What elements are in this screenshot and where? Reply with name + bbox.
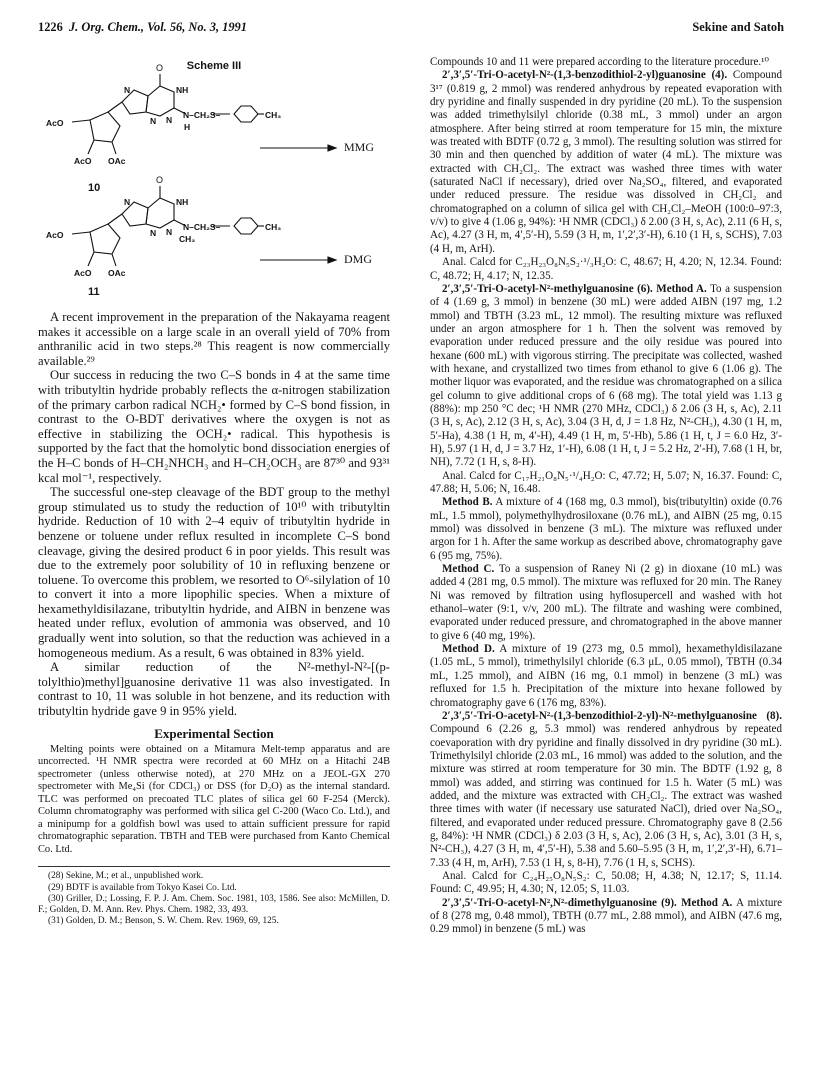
compound-6-text: To a suspension of 4 (1.69 g, 3 mmol) in benzene (30 mL) were added AIBN (197 mg, 1.2 mmol) and TBTH (3.23 mL, 12 mmol). The resulting mixture was refluxed under an argon atmosphere for 1 h. Then the solvent was removed by evaporation under reduced pressure and the oily residue was poured into hexane (600 mL) with vigorous stirring. The precipitate was collected, washed with hexane, and crystallized two times from ethanol to give 6 (1.06 g). The mother liquor was evaporated, and the residue was chromatographed on a silica gel column to give additional crops of 6 (68 mg). The total yield was 1.13 g (88%): mp 250 °C dec; ¹H NMR (270 MHz, CDCl₃) δ 2.06 (3 H, s, Ac), 2.11 (3 H, s, Ac), 2.12 (3 H, s, Ac), 3.04 (3 H, d, J = 1.8 Hz, N²-CH₃), 4.30 (1 H, m, 5′-Ha), 4.38 (1 H, m, 4′-H), 4.49 (1 H, m, 5′-Hb), 5.86 (1 H, t, J = 6.0 Hz, 3′-H), 5.97 (1 H, d, J = 3.7 Hz, 1′-H), 6.08 (1 H, t, J = 5.2 Hz, 2′-H), 7.68 (1 H, br, NH), 7.72 (1 H, s, 8-H).: [430, 282, 782, 469]
left-column: [38, 60, 390, 927]
c11-n2: N: [150, 228, 157, 238]
compound-8-heading: 2′,3′,5′-Tri-O-acetyl-N²-(1,3-benzodithiol-2-yl)-N²-methylguanosine (8).: [442, 709, 782, 722]
page-number: 1226: [38, 20, 63, 34]
experimental-section-title: Experimental Section: [154, 725, 274, 741]
c10-oac: OAc: [108, 156, 126, 166]
c11-n1: N: [124, 197, 131, 207]
c11-nh: NH: [176, 197, 189, 207]
c10-ch3: CH₃: [265, 110, 282, 120]
c11-n-methyl: CH₃: [179, 234, 196, 244]
method-c-procedure: [430, 563, 782, 643]
c11-aco-top: AcO: [46, 230, 64, 240]
scheme-title: Scheme III: [186, 60, 242, 72]
c11-n3: N: [166, 227, 173, 237]
footnote-references: [38, 866, 390, 926]
c10-aco-bottom: AcO: [74, 156, 92, 166]
right-column: [430, 56, 782, 937]
method-c-text: To a suspension of Raney Ni (2 g) in dioxane (10 mL) was added 4 (281 mg, 0.5 mmol). The mixture was refluxed for 20 min. The Raney Ni was removed by filtration using hyflosupercell and washed with hot ethanol–water (9:1, v/v, 200 mL). The filtrate and washing were combined, evaporated under reduced pressure, and chromatographed in the above manner to give 6 (40 mg, 19%).: [430, 563, 782, 642]
compound-4-procedure: [430, 69, 782, 256]
c10-aco-top: AcO: [46, 118, 64, 128]
reference-30: (30) Griller, D.; Lossing, F. P. J. Am. Chem. Soc. 1981, 103, 1586. See also: McMillen, D. F.; Golden, D. M. Ann. Rev. Phys. Chem. 1982, 33, 493.: [38, 893, 390, 915]
c11-number: 11: [88, 286, 100, 298]
c10-o: O: [156, 63, 164, 73]
method-b-text: A mixture of 4 (168 mg, 0.3 mmol), bis(tributyltin) oxide (0.76 mL, 1.5 mmol), polymethylhydrosiloxane (0.76 mL), and AIBN (25 mg, 0.15 mmol) was dissolved in benzene (3 mL). The mixture was refluxed under argon for 1 h. After the same workup as described above, chromatography gave 6 (95 mg, 75%).: [430, 496, 782, 562]
compound-6-procedure: [430, 283, 782, 470]
compound-4-analysis: Anal. Calcd for C₂₃H₂₃O₈N₅S₂·¹/₃H₂O: C, 48.67; H, 4.20; N, 12.34. Found: C, 48.72; H, 4.17; N, 12.35.: [430, 256, 782, 282]
left-para-4: A similar reduction of the N²-methyl-N²-[(p-tolylthio)methyl]guanosine derivative 11 was also investigated. In contrast to 10, 11 was soluble in hot benzene, and its reduction with tributyltin hydride gave 9 in 95% yield.: [38, 660, 390, 719]
compound-4-heading: 2′,3′,5′-Tri-O-acetyl-N²-(1,3-benzodithiol-2-yl)guanosine (4).: [442, 69, 728, 82]
compound-6-analysis: Anal. Calcd for C₁₇H₂₁O₈N₅·¹/₄H₂O: C, 47.72; H, 5.07; N, 16.37. Found: C, 47.88; H, 5.06; N, 16.48.: [430, 469, 782, 495]
method-b-procedure: [430, 496, 782, 563]
page-header: [38, 20, 784, 38]
reference-31: (31) Golden, D. M.; Benson, S. W. Chem. Rev. 1969, 69, 125.: [48, 915, 279, 926]
compound-6-heading: 2′,3′,5′-Tri-O-acetyl-N²-methylguanosine (6). Method A.: [442, 282, 707, 295]
c10-product-mmg: MMG: [344, 140, 375, 154]
compound-9-text: A mixture of 8 (278 mg, 0.48 mmol), TBTH (0.77 mL, 2.88 mmol), and AIBN (47.6 mg, 0.29 mmol) in benzene (5 mL) was: [430, 896, 782, 936]
c11-aco-bottom: AcO: [74, 268, 92, 278]
c10-n3: N: [166, 115, 173, 125]
compound-9-heading: 2′,3′,5′-Tri-O-acetyl-N²,N²-dimethylguanosine (9). Method A.: [442, 896, 733, 909]
c11-o: O: [156, 175, 164, 185]
left-para-1: A recent improvement in the preparation of the Nakayama reagent makes it accessible on a large scale in an overall yield of 70% from anthranilic acid in two steps.²⁸ This reagent is now commercially available.²⁹: [38, 310, 390, 368]
c11-ch3: CH₃: [265, 222, 282, 232]
left-body-text: [38, 310, 390, 719]
method-d-heading: Method D.: [442, 643, 495, 656]
c10-number: 10: [88, 182, 101, 194]
method-b-heading: Method B.: [442, 496, 493, 509]
reference-28: (28) Sekine, M.; et al., unpublished work.: [48, 871, 204, 882]
compound-8-text: Compound 6 (2.26 g, 5.3 mmol) was rendered anhydrous by repeated coevaporation with dry pyridine and finally dissolved in dry pyridine (30 mL). Trimethylsilyl chloride (2.03 mL, 16 mmol) was added to the solution, and the mixture was stirred at room temperature for 30 min. The BDTF (1.92 g, 8 mmol) was added, and stirring was continued for 1.5 h. Water (5 mL) was added, and the mixture was extracted with CH₂Cl₂. The extract was washed three times with water (if necessary use saturated NaCl), dried over Na₂SO₄, filtered, and evaporated under reduced pressure. Chromatography gave 8 (2.56 g, 84%): ¹H NMR (CDCl₃) δ 2.03 (3 H, s, Ac), 2.06 (3 H, s, Ac), 3.01 (3 H, s, N²-CH₃), 4.27 (3 H, m, 4′,5′-H), 5.38 and 5.60–5.95 (3 H, m, 1′,2′,3′-H), 6.71–7.33 (4 H, m, ArH), 7.53 (1 H, s, 8-H), 7.76 (1 H, s, SCHS).: [430, 723, 782, 869]
c11-nch2s: N–CH₂S–: [183, 222, 221, 232]
right-para-intro: Compounds 10 and 11 were prepared according to the literature procedure.¹⁰: [430, 56, 769, 68]
scheme-figure: [38, 60, 390, 304]
experimental-para-1: Melting points were obtained on a Mitamura Melt-temp apparatus and are uncorrected. ¹H NMR spectra were recorded at 60 MHz on a Hitachi 24B spectrometer (unless otherwise noted), at 270 MHz on a JEOL-GX 270 spectrometer with Me₄Si (for CDCl₃) or DSS (for D₂O) as the internal standard. TLC was performed on precoated TLC plates of silica gel 60 F-254 (Merck). Column chromatography was performed with silica gel C-200 (Waco Co. Ltd.), and a minipump for a goldfish bowl was used to attain sufficient pressure for rapid chromatographic separation. TBTH and TEB were purchased from Kanto Chemical Co. Ltd.: [38, 743, 390, 855]
journal-citation: J. Org. Chem., Vol. 56, No. 3, 1991: [68, 20, 247, 34]
running-authors: Sekine and Satoh: [692, 20, 784, 34]
left-para-2: Our success in reducing the two C–S bonds in 4 at the same time with tributyltin hydride probably reflects the α-nitrogen stabilization of the primary carbon radical NCH₂• formed by C–S bond fission, in contrast to the O-BDT derivatives where the oxygen is not as effective in stabilizing the OCH₂• radical. This hypothesis is supported by the fact that the homolytic bond dissociation energies of the H–C bonds of H–CH₂NHCH₃ and H–CH₂OCH₃ are 87³⁰ and 93³¹ kcal mol⁻¹, respectively.: [38, 368, 390, 485]
compound-9-procedure: [430, 897, 782, 937]
c10-nh: NH: [176, 85, 189, 95]
c10-n2: N: [150, 116, 157, 126]
left-para-3: The successful one-step cleavage of the BDT group to the methyl group stimulated us to study the reduction of 10¹⁰ with tributyltin hydride. Reduction of 10 with 2–4 equiv of tributyltin hydride in benzene or toluene under reflux resulted in incomplete C–S bond cleavage, giving the desired product 6 in poor yields. This result was due to the extremely poor solubility of 10 in refluxing benzene or toluene. To overcome this problem, we resorted to O⁶-silylation of 10 to convert it into a more lipophilic species. When a mixture of hexamethyldisilazane, tributyltin hydride, and AIBN in benzene was heated under reflux, evolution of ammonia was observed, and 10 gradually went into solution, so that the reduction was achieved in a homogeneous medium. As a result, 6 was obtained in 83% yield.: [38, 485, 390, 660]
c10-h: H: [184, 122, 191, 132]
c11-oac: OAc: [108, 268, 126, 278]
compound-8-procedure: [430, 710, 782, 870]
method-d-text: A mixture of 19 (273 mg, 0.5 mmol), hexamethyldisilazane (1.05 mL, 5 mmol), trimethylsilyl chloride (6.3 μL, 0.05 mmol), TBTH (0.34 mL, 1.25 mmol), and AIBN (16 mg, 0.1 mmol) in benzene (3 mL) was refluxed for 1.5 h. Precipitation of the mixture into hexane followed by chromatography gave 6 (176 mg, 83%).: [430, 643, 782, 709]
header-left: [38, 20, 247, 35]
method-d-procedure: [430, 643, 782, 710]
reference-29: (29) BDTF is available from Tokyo Kasei Co. Ltd.: [48, 882, 237, 893]
method-c-heading: Method C.: [442, 563, 495, 576]
c10-n1: N: [124, 85, 131, 95]
compound-8-analysis: Anal. Calcd for C₂₄H₂₅O₈N₅S₂: C, 50.08; H, 4.38; N, 12.17; S, 11.14. Found: C, 49.95; H, 4.30; N, 12.05; S, 11.03.: [430, 869, 782, 896]
c11-product-dmg: DMG: [344, 252, 373, 266]
compound-4-text: Compound 3¹⁷ (0.819 g, 2 mmol) was rendered anhydrous by repeated evaporation with dry pyridine and finally suspended in dry pyridine (20 mL). To the suspension was added trimethylsilyl chloride (0.38 mL, 3 mmol) under an argon atmosphere. After being stirred at room temperature for 15 min, the mixture was treated with BDTF (0.72 g, 3 mmol). The resulting solution was stirred for 30 min and then quenched by addition of water (4 mL). The mixture was extracted with CH₂Cl₂. The extract was washed three times with water (saturated NaCl if necessary), dried over Na₂SO₄, filtered, and evaporated under reduced pressure. The residue was dissolved in CH₂Cl₂ and chromatographed on a column of silica gel with CH₂Cl₂–MeOH (100:0–97:3, v/v) to give 4 (1.06 g, 94%): ¹H NMR (CDCl₃) δ 2.00 (3 H, s, Ac), 2.11 (6 H, s, Ac), 4.27 (3 H, m, 4′,5′-H), 5.59 (3 H, m, 1′,2′,3′-H), 6.10 (1 H, s, SCHS), 7.03 (4 H, m, ArH).: [430, 69, 782, 255]
c10-nch2s: N–CH₂S–: [183, 110, 221, 120]
